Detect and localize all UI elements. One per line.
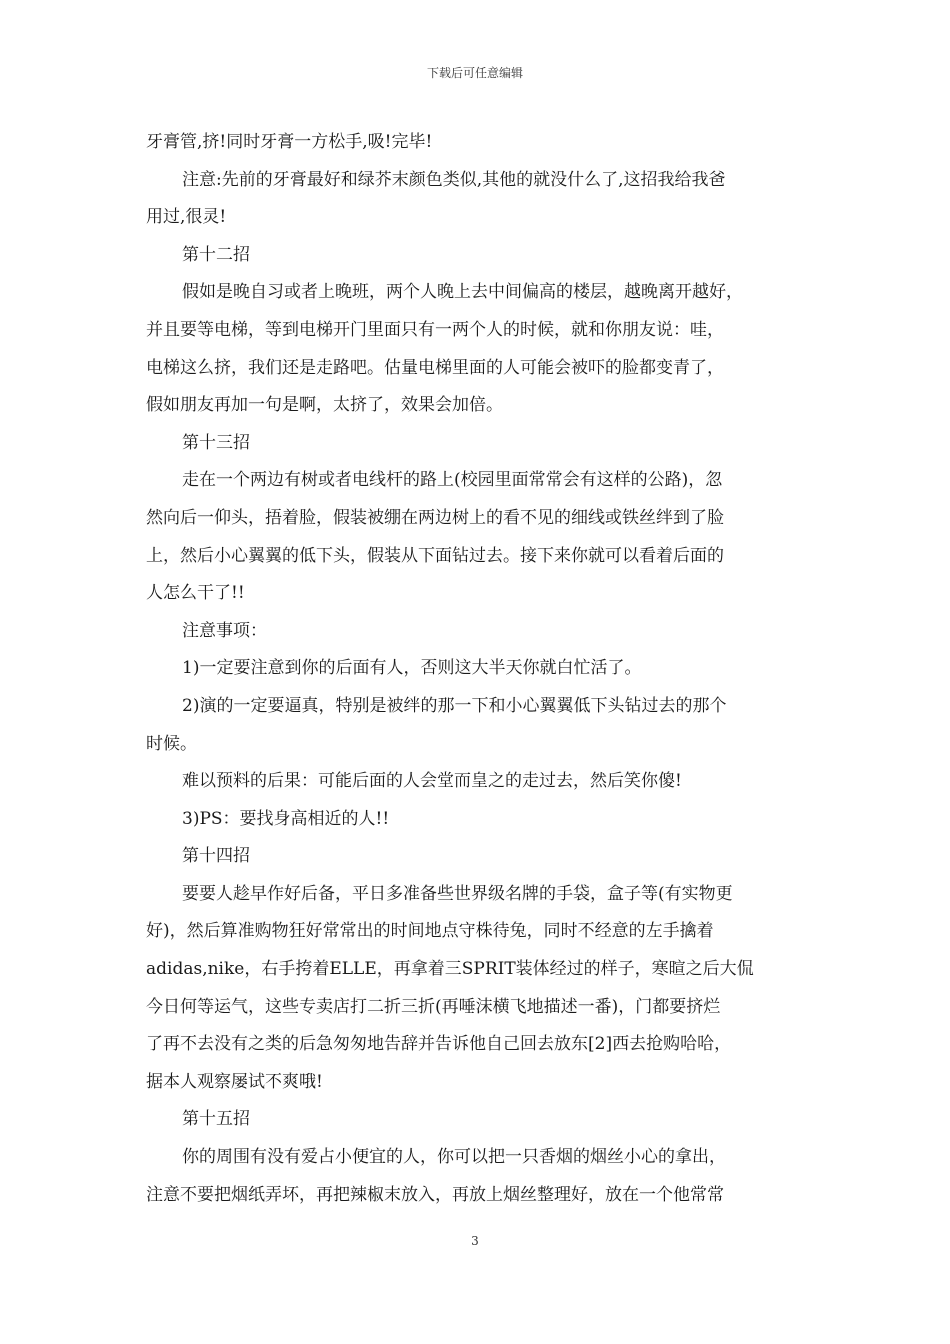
text-line: 3)PS：要找身高相近的人!! <box>182 808 390 829</box>
text-line: 人怎么干了!! <box>146 583 245 604</box>
section-heading: 第十四招 <box>182 846 250 867</box>
text-line: 电梯这么挤，我们还是走路吧。估量电梯里面的人可能会被吓的脸都变青了， <box>146 357 724 378</box>
text-line: 注意不要把烟纸弄坏，再把辣椒末放入，再放上烟丝整理好，放在一个他常常 <box>146 1184 724 1205</box>
page-header: 下载后可任意编辑 <box>426 66 523 80</box>
text-line: 注意事项： <box>182 620 267 641</box>
text-line: 了再不去没有之类的后急匆匆地告辞并告诉他自己回去放东[2]西去抢购哈哈， <box>146 1034 732 1055</box>
text-line: 然向后一仰头，捂着脸，假装被绷在两边树上的看不见的细线或铁丝绊到了脸 <box>146 507 724 528</box>
text-line: 上，然后小心翼翼的低下头，假装从下面钻过去。接下来你就可以看着后面的 <box>146 545 724 566</box>
text-line: 你的周围有没有爱占小便宜的人，你可以把一只香烟的烟丝小心的拿出， <box>182 1147 726 1168</box>
text-line: 牙膏管,挤!同时牙膏一方松手,吸!完毕! <box>146 132 433 152</box>
text-line: 假如朋友再加一句是啊，太挤了，效果会加倍。 <box>146 395 503 416</box>
section-heading: 第十五招 <box>182 1109 250 1130</box>
page-number: 3 <box>471 1234 479 1248</box>
document-body <box>146 124 814 1214</box>
text-line: 要要人趁早作好后备，平日多准备些世界级名牌的手袋，盒子等(有实物更 <box>182 883 733 904</box>
text-line: adidas,nike，右手挎着ELLE，再拿着三SPRIT装体经过的样子，寒暄之后大侃 <box>146 959 754 980</box>
section-heading: 第十三招 <box>182 432 250 453</box>
text-line: 时候。 <box>146 733 197 754</box>
text-line: 并且要等电梯，等到电梯开门里面只有一两个人的时候，就和你朋友说：哇， <box>146 319 724 340</box>
text-line: 今日何等运气，这些专卖店打二折三折(再唾沫横飞地描述一番)，门都要挤烂 <box>146 996 721 1017</box>
section-heading: 第十二招 <box>182 244 250 265</box>
text-line: 据本人观察屡试不爽哦! <box>146 1071 323 1092</box>
text-line: 假如是晚自习或者上晚班，两个人晚上去中间偏高的楼层，越晚离开越好， <box>182 282 743 303</box>
text-line: 好)，然后算准购物狂好常常出的时间地点守株待兔，同时不经意的左手擒着 <box>146 921 714 942</box>
text-line: 难以预料的后果：可能后面的人会堂而皇之的走过去，然后笑你傻! <box>182 771 682 792</box>
text-line: 走在一个两边有树或者电线杆的路上(校园里面常常会有这样的公路)，忽 <box>182 470 723 491</box>
text-line: 1)一定要注意到你的后面有人，否则这大半天你就白忙活了。 <box>182 658 642 679</box>
text-line: 用过,很灵! <box>146 207 227 228</box>
text-line: 注意:先前的牙膏最好和绿芥末颜色类似,其他的就没什么了,这招我给我爸 <box>182 169 726 190</box>
text-line: 2)演的一定要逼真，特别是被绊的那一下和小心翼翼低下头钻过去的那个 <box>182 695 727 716</box>
